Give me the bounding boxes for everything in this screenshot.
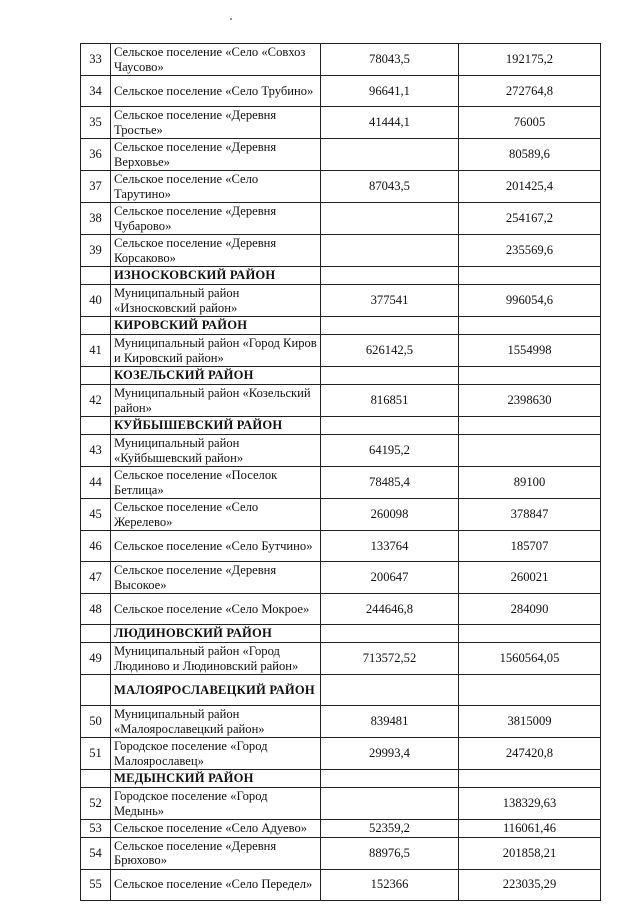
row-number: 52 bbox=[81, 788, 111, 820]
settlement-name: Муниципальный район «Город Людиново и Людиновский район» bbox=[111, 643, 321, 675]
table-row bbox=[81, 562, 601, 594]
value-col-1: 78043,5 bbox=[321, 44, 459, 76]
table-row bbox=[81, 869, 601, 900]
district-v1-cell bbox=[321, 770, 459, 788]
district-header-row bbox=[81, 417, 601, 435]
value-col-2: 235569,6 bbox=[459, 235, 601, 267]
value-col-2: 247420,8 bbox=[459, 738, 601, 770]
row-number: 40 bbox=[81, 285, 111, 317]
table-row bbox=[81, 107, 601, 139]
table-row bbox=[81, 285, 601, 317]
value-col-2: 272764,8 bbox=[459, 76, 601, 107]
district-name: КУЙБЫШЕВСКИЙ РАЙОН bbox=[111, 417, 321, 435]
row-number: 34 bbox=[81, 76, 111, 107]
row-number: 37 bbox=[81, 171, 111, 203]
value-col-2: 223035,29 bbox=[459, 869, 601, 900]
table-body bbox=[81, 44, 601, 901]
settlement-name: Городское поселение «Город Малоярославец» bbox=[111, 738, 321, 770]
table-row bbox=[81, 499, 601, 531]
row-number: 41 bbox=[81, 335, 111, 367]
value-col-1: 200647 bbox=[321, 562, 459, 594]
value-col-2: 89100 bbox=[459, 467, 601, 499]
value-col-2: 996054,6 bbox=[459, 285, 601, 317]
settlement-name: Сельское поселение «Деревня Брюхово» bbox=[111, 837, 321, 869]
table-row bbox=[81, 235, 601, 267]
settlement-name: Муниципальный район «Город Киров и Кировский район» bbox=[111, 335, 321, 367]
value-col-2: 260021 bbox=[459, 562, 601, 594]
table-row bbox=[81, 594, 601, 625]
district-v2-cell bbox=[459, 267, 601, 285]
value-col-2: 1554998 bbox=[459, 335, 601, 367]
district-num-cell bbox=[81, 367, 111, 385]
district-num-cell bbox=[81, 417, 111, 435]
district-name: КИРОВСКИЙ РАЙОН bbox=[111, 317, 321, 335]
value-col-1: 64195,2 bbox=[321, 435, 459, 467]
district-header-row bbox=[81, 625, 601, 643]
value-col-2 bbox=[459, 435, 601, 467]
settlement-name: Сельское поселение «Село Адуево» bbox=[111, 820, 321, 838]
table-row bbox=[81, 467, 601, 499]
value-col-1: 377541 bbox=[321, 285, 459, 317]
value-col-1: 816851 bbox=[321, 385, 459, 417]
row-number: 53 bbox=[81, 820, 111, 838]
value-col-1 bbox=[321, 203, 459, 235]
row-number: 50 bbox=[81, 706, 111, 738]
value-col-1 bbox=[321, 788, 459, 820]
value-col-2: 116061,46 bbox=[459, 820, 601, 838]
district-v2-cell bbox=[459, 770, 601, 788]
table-row bbox=[81, 531, 601, 562]
row-number: 43 bbox=[81, 435, 111, 467]
district-v2-cell bbox=[459, 417, 601, 435]
value-col-2: 201858,21 bbox=[459, 837, 601, 869]
district-header-row bbox=[81, 770, 601, 788]
settlement-name: Сельское поселение «Село Тарутино» bbox=[111, 171, 321, 203]
value-col-1: 839481 bbox=[321, 706, 459, 738]
value-col-1: 52359,2 bbox=[321, 820, 459, 838]
district-name: ЛЮДИНОВСКИЙ РАЙОН bbox=[111, 625, 321, 643]
settlement-name: Сельское поселение «Деревня Высокое» bbox=[111, 562, 321, 594]
district-v1-cell bbox=[321, 267, 459, 285]
table-row bbox=[81, 76, 601, 107]
district-v1-cell bbox=[321, 417, 459, 435]
value-col-2: 2398630 bbox=[459, 385, 601, 417]
row-number: 54 bbox=[81, 837, 111, 869]
district-header-row bbox=[81, 367, 601, 385]
value-col-1 bbox=[321, 139, 459, 171]
value-col-1: 78485,4 bbox=[321, 467, 459, 499]
district-name: МЕДЫНСКИЙ РАЙОН bbox=[111, 770, 321, 788]
table-row bbox=[81, 837, 601, 869]
district-num-cell bbox=[81, 267, 111, 285]
district-header-row bbox=[81, 267, 601, 285]
settlement-name: Сельское поселение «Село Трубино» bbox=[111, 76, 321, 107]
district-header-row bbox=[81, 317, 601, 335]
settlement-name: Сельское поселение «Деревня Тростье» bbox=[111, 107, 321, 139]
settlement-name: Сельское поселение «Село Жерелево» bbox=[111, 499, 321, 531]
value-col-1: 29993,4 bbox=[321, 738, 459, 770]
value-col-1: 88976,5 bbox=[321, 837, 459, 869]
table-row bbox=[81, 335, 601, 367]
value-col-2: 138329,63 bbox=[459, 788, 601, 820]
table-row bbox=[81, 435, 601, 467]
table-row bbox=[81, 706, 601, 738]
settlement-name: Городское поселение «Город Медынь» bbox=[111, 788, 321, 820]
row-number: 33 bbox=[81, 44, 111, 76]
settlement-name: Муниципальный район «Износковский район» bbox=[111, 285, 321, 317]
value-col-1 bbox=[321, 235, 459, 267]
table-row bbox=[81, 820, 601, 838]
settlement-name: Сельское поселение «Село Бутчино» bbox=[111, 531, 321, 562]
row-number: 51 bbox=[81, 738, 111, 770]
value-col-1: 41444,1 bbox=[321, 107, 459, 139]
value-col-2: 201425,4 bbox=[459, 171, 601, 203]
value-col-2: 1560564,05 bbox=[459, 643, 601, 675]
settlement-name: Сельское поселение «Деревня Верховье» bbox=[111, 139, 321, 171]
table-row bbox=[81, 788, 601, 820]
value-col-1: 133764 bbox=[321, 531, 459, 562]
district-name: ИЗНОСКОВСКИЙ РАЙОН bbox=[111, 267, 321, 285]
value-col-2: 378847 bbox=[459, 499, 601, 531]
settlement-name: Сельское поселение «Село Мокрое» bbox=[111, 594, 321, 625]
settlement-name: Сельское поселение «Поселок Бетлица» bbox=[111, 467, 321, 499]
value-col-1: 260098 bbox=[321, 499, 459, 531]
district-v2-cell bbox=[459, 675, 601, 706]
scan-speck bbox=[230, 18, 232, 20]
district-header-row bbox=[81, 675, 601, 706]
row-number: 44 bbox=[81, 467, 111, 499]
district-v2-cell bbox=[459, 367, 601, 385]
value-col-2: 192175,2 bbox=[459, 44, 601, 76]
district-v1-cell bbox=[321, 367, 459, 385]
row-number: 35 bbox=[81, 107, 111, 139]
settlement-name: Сельское поселение «Деревня Чубарово» bbox=[111, 203, 321, 235]
value-col-2: 80589,6 bbox=[459, 139, 601, 171]
row-number: 42 bbox=[81, 385, 111, 417]
value-col-2: 185707 bbox=[459, 531, 601, 562]
district-v1-cell bbox=[321, 625, 459, 643]
district-num-cell bbox=[81, 675, 111, 706]
settlement-name: Муниципальный район «Куйбышевский район» bbox=[111, 435, 321, 467]
settlement-name: Сельское поселение «Село Передел» bbox=[111, 869, 321, 900]
table-row bbox=[81, 738, 601, 770]
row-number: 46 bbox=[81, 531, 111, 562]
value-col-1: 626142,5 bbox=[321, 335, 459, 367]
row-number: 47 bbox=[81, 562, 111, 594]
row-number: 49 bbox=[81, 643, 111, 675]
district-v1-cell bbox=[321, 675, 459, 706]
row-number: 38 bbox=[81, 203, 111, 235]
district-num-cell bbox=[81, 317, 111, 335]
budget-table bbox=[80, 43, 601, 901]
value-col-2: 254167,2 bbox=[459, 203, 601, 235]
value-col-1: 713572,52 bbox=[321, 643, 459, 675]
row-number: 36 bbox=[81, 139, 111, 171]
value-col-2: 76005 bbox=[459, 107, 601, 139]
row-number: 48 bbox=[81, 594, 111, 625]
district-name: КОЗЕЛЬСКИЙ РАЙОН bbox=[111, 367, 321, 385]
settlement-name: Муниципальный район «Козельский район» bbox=[111, 385, 321, 417]
value-col-2: 284090 bbox=[459, 594, 601, 625]
settlement-name: Сельское поселение «Село «Совхоз Чаусово» bbox=[111, 44, 321, 76]
district-num-cell bbox=[81, 770, 111, 788]
row-number: 45 bbox=[81, 499, 111, 531]
value-col-1: 96641,1 bbox=[321, 76, 459, 107]
district-num-cell bbox=[81, 625, 111, 643]
district-name: МАЛОЯРОСЛАВЕЦКИЙ РАЙОН bbox=[111, 675, 321, 706]
row-number: 39 bbox=[81, 235, 111, 267]
settlement-name: Сельское поселение «Деревня Корсаково» bbox=[111, 235, 321, 267]
value-col-2: 3815009 bbox=[459, 706, 601, 738]
district-v2-cell bbox=[459, 625, 601, 643]
table-row bbox=[81, 44, 601, 76]
district-v1-cell bbox=[321, 317, 459, 335]
value-col-1: 87043,5 bbox=[321, 171, 459, 203]
table-row bbox=[81, 203, 601, 235]
value-col-1: 152366 bbox=[321, 869, 459, 900]
value-col-1: 244646,8 bbox=[321, 594, 459, 625]
table-row bbox=[81, 643, 601, 675]
table-row bbox=[81, 385, 601, 417]
table-row bbox=[81, 139, 601, 171]
table-row bbox=[81, 171, 601, 203]
row-number: 55 bbox=[81, 869, 111, 900]
district-v2-cell bbox=[459, 317, 601, 335]
settlement-name: Муниципальный район «Малоярославецкий район» bbox=[111, 706, 321, 738]
